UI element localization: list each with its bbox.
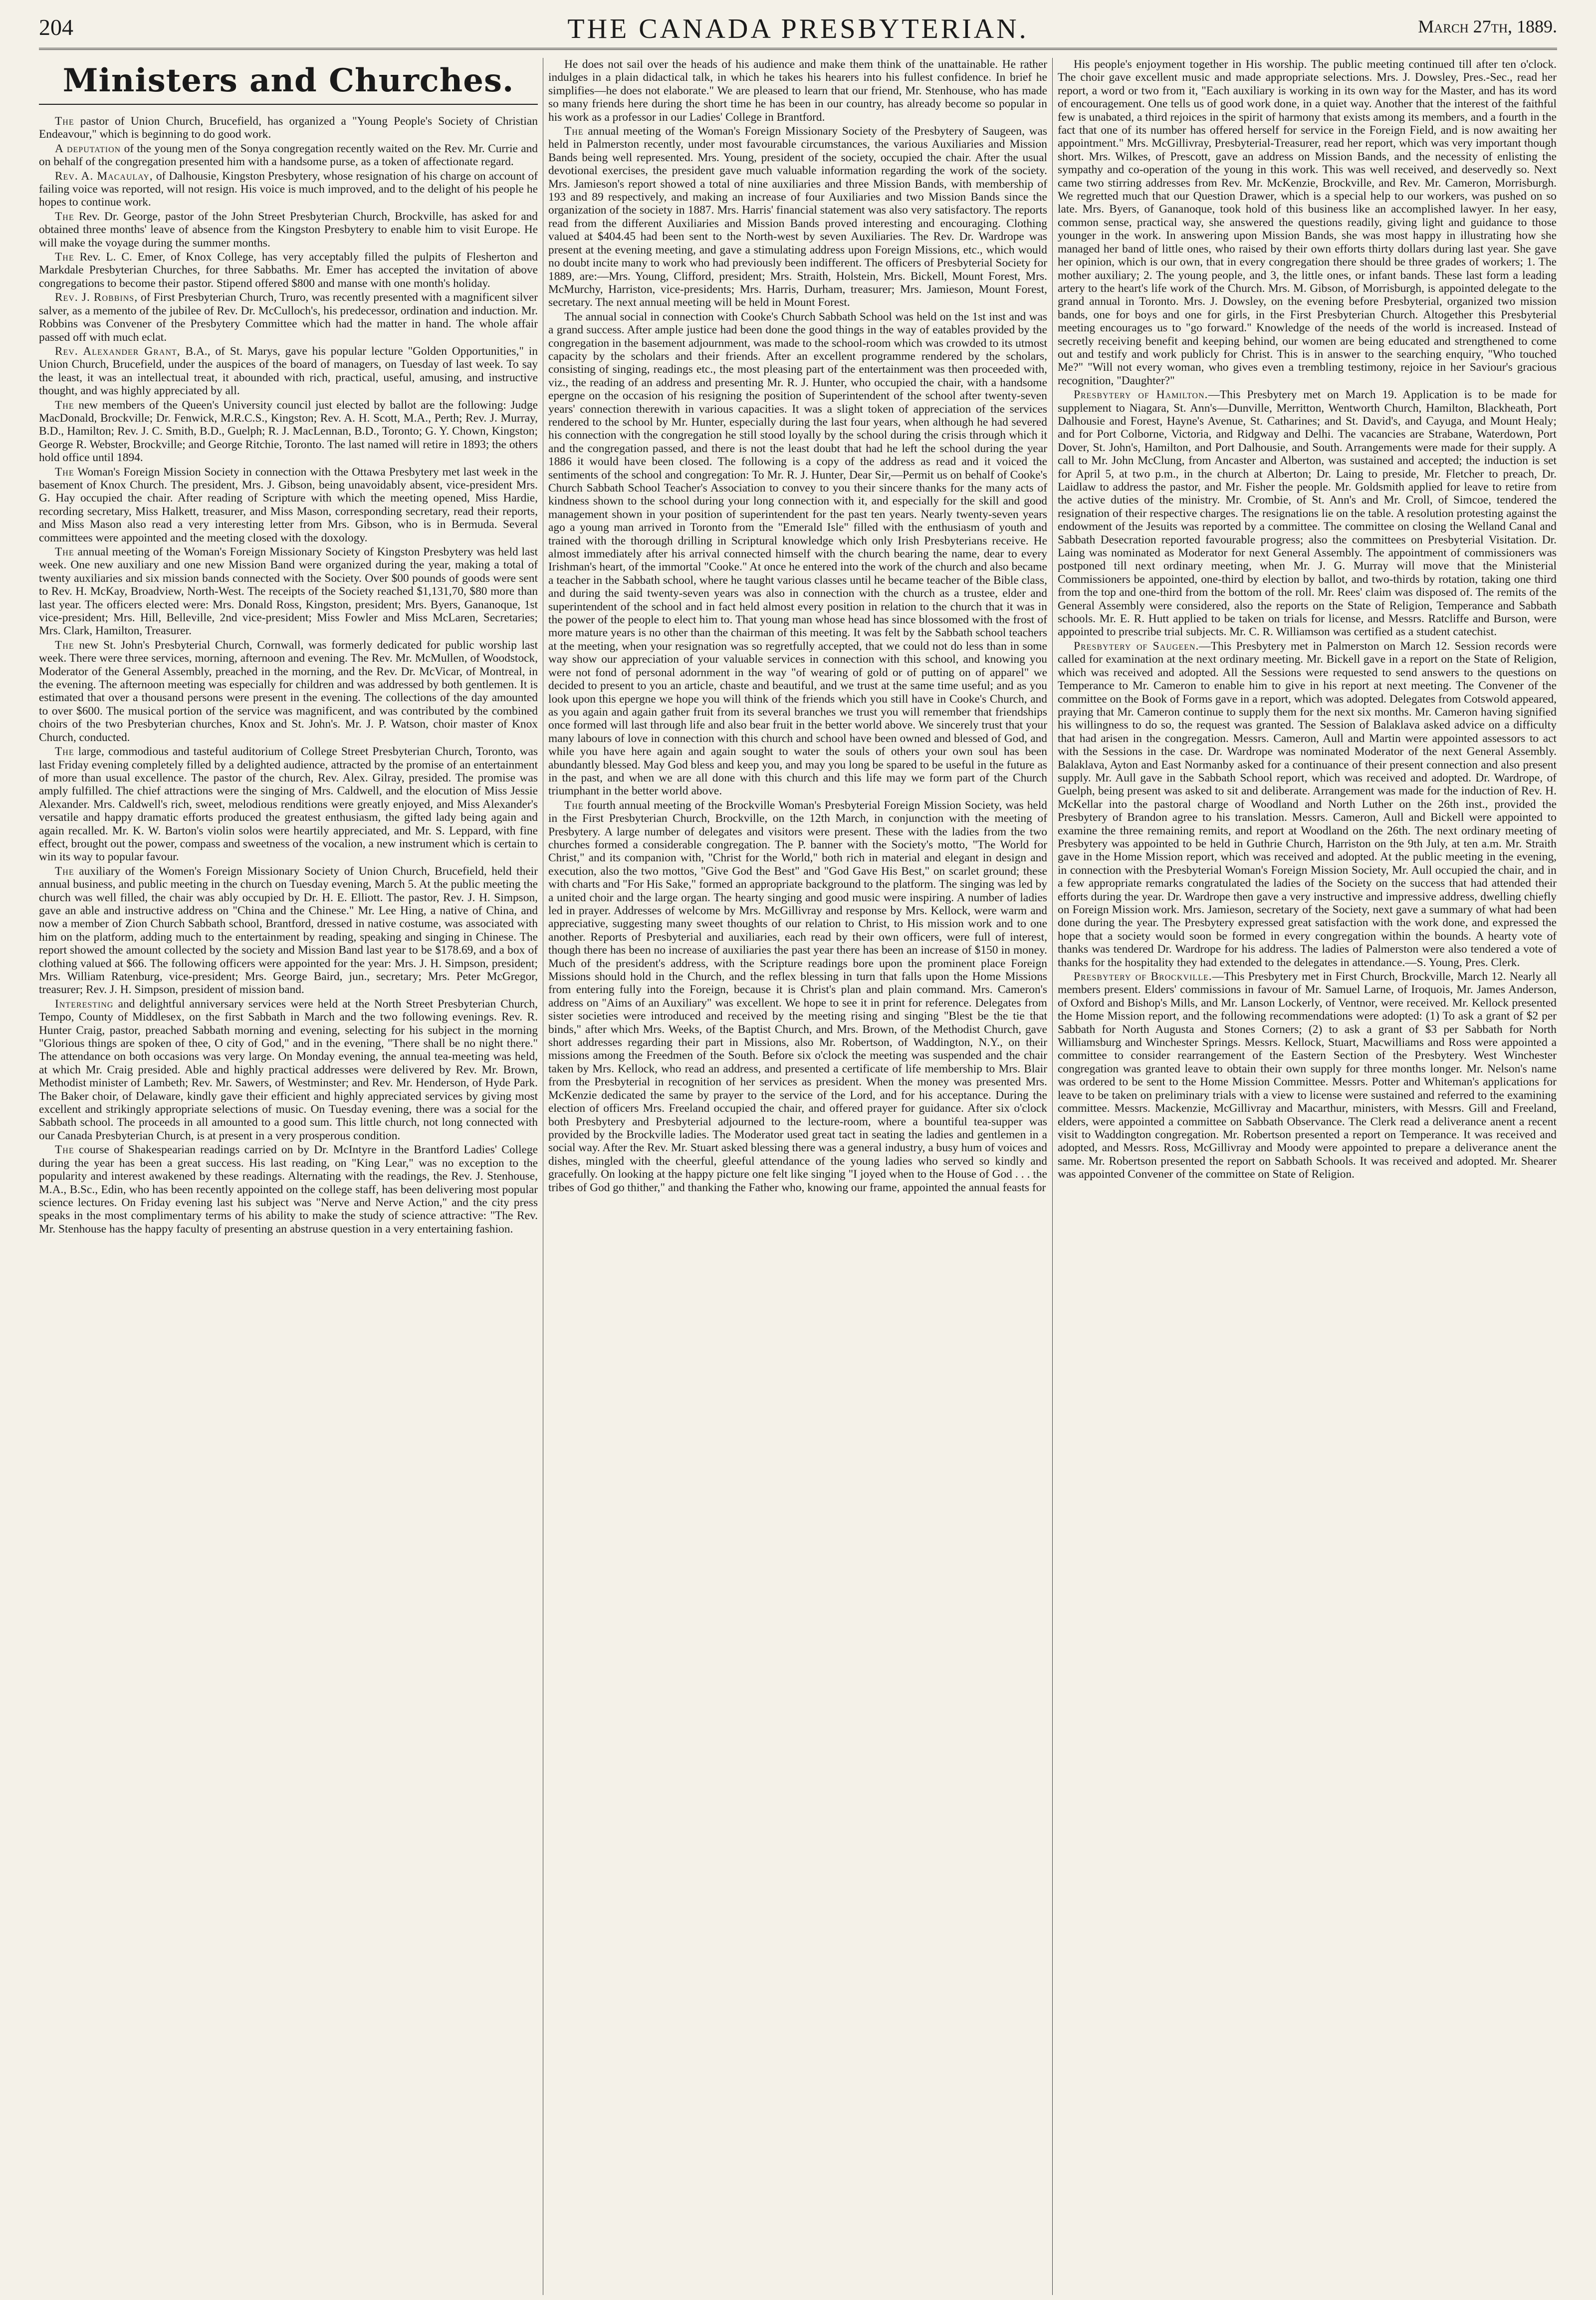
article-lead: The: [55, 1143, 74, 1157]
article-paragraph: [39, 466, 538, 544]
column-rule: [1052, 58, 1053, 2295]
article-lead: The: [55, 465, 74, 479]
article-paragraph: [39, 1143, 538, 1236]
article-paragraph: [548, 125, 1047, 309]
article-text: —This Presbytery met on March 19. Application is to be made for supplement to Niagara, St. Ann's—Dunville, Merritton, Wentworth Church, Hamilton, Blackheath, Port Dalhousie and Forest, Hayne's Avenue, St. Catharines; and St. David's, and Cayuga, and Mount Healy; and for Port Colborne, Victoria, and Ridgway and Delhi. The vacancies are Strabane, Waterdown, Port Dover, St. John's, Hamilton, and Port Dalhousie, and South. Arrangements were made for their supply. A call to Mr. John McClung, from Ancaster and Alberton, was sustained and accepted; the induction is set for April 5, at two p.m., in the church at Alberton; Dr. Laing to preside, Mr. Fletcher to preach, Dr. Laidlaw to address the pastor, and Mr. Fisher the people. Mr. Goldsmith applied for leave to retire from the active duties of the ministry. Mr. Crombie, of St. Ann's and Mr. Croll, of Simcoe, tendered the resignation of their respective charges. The resignations lie on the table. A resolution protesting against the endowment of the Jesuits was reported by a committee. The committee on closing the Welland Canal and Sabbath Desecration reported favourable progress; also the committees on Presbyterial Visitation. Dr. Laing was nominated as Moderator for next General Assembly. The appointment of commissioners was postponed till next ordinary meeting, when Mr. J. G. Murray will move that the Ministerial Commissioners be appointed, one-third by election by ballot, and two-thirds by rotation, taking one third from the top and one-third from the bottom of the roll. Mr. Rees' claim was disposed of. The remits of the General Assembly were considered, also the reports on the State of Religion, Temperance and Sabbath schools. Mr. E. R. Hutt applied to be taken on trials for license, and Messrs. Ratcliffe and Burson, were appointed to prescribe trial subjects. Mr. C. R. Williamson was certified as a student catechist.: [1058, 388, 1557, 639]
article-paragraph: [1058, 640, 1557, 969]
article-paragraph: [39, 639, 538, 744]
article-lead: The: [55, 864, 74, 878]
left-article-list: [39, 115, 538, 1236]
article-paragraph: [39, 998, 538, 1142]
article-paragraph: [39, 545, 538, 638]
column-area: [39, 58, 1557, 2295]
article-paragraph: [39, 142, 538, 169]
article-text: —This Presbytery met in Palmerston on March 12. Session records were called for examination at the next ordinary meeting. Mr. Bickell gave in a report on the State of Religion, which was received and adopted. All the Sessions were requested to send answers to the questions on Temperance to Mr. Cameron to enable him to give in his report at next meeting. The Convener of the committee on the Book of Forms gave in a report, which was adopted. Delegates from Cotswold appeared, praying that Mr. Cameron continue to supply them for the next six months. Mr. Cameron having signified his willingness to do so, the request was granted. The Session of Balaklava asked advice on a difficulty that had arisen in the congregation. Messrs. Cameron, Aull and Martin were appointed assessors to act with the Sessions in the case. Dr. Wardrope was nominated Moderator of the next General Assembly. Balaklava, Ayton and East Normanby asked for a continuance of their present connection and also present supply. Mr. Aull gave in the Sabbath School report, which was received and adopted. Dr. Wardrope, of Guelph, being present was asked to sit and deliberate. Arrangement was made for the induction of Rev. H. McKellar into the pastoral charge of Woodland and North Luther on the 26th inst., provided the Presbytery of Brandon agree to his translation. Messrs. Cameron, Aull and Bickell were appointed to examine the three remaining remits, and report at Woodland on the 26th. The next ordinary meeting of Presbytery was appointed to be held in Guthrie Church, Harriston on the 9th July, at ten a.m. Mr. Straith gave in the Home Mission report, which was received and adopted. At the public meeting in the evening, in connection with the Presbyterial Woman's Foreign Mission Society, Mr. Aull occupied the chair, and in a few appropriate remarks congratulated the ladies of the Society on the success that had attended their efforts during the year. Dr. Wardrope then gave a very instructive and impressive address, dwelling chiefly on Foreign Mission work. Mrs. Jamieson, secretary of the Society, next gave a summary of what had been done during the year. The Presbytery expressed great satisfaction with the work done, and expressed the hope that a society would soon be formed in every congregation within the bounds. A hearty vote of thanks was tendered Dr. Wardrope for his address. The ladies of Palmerston were also tendered a vote of thanks for the hospitality they had extended to the delegates in attendance.—S. Young, Pres. Clerk.: [1058, 639, 1557, 969]
article-lead: Rev. J. Robbins,: [55, 291, 138, 304]
article-lead: A deputation: [55, 142, 121, 155]
article-lead: The: [55, 745, 74, 759]
article-paragraph: [39, 399, 538, 465]
article-lead: Rev. A. Macaulay,: [55, 169, 153, 183]
article-lead: The: [55, 210, 74, 223]
article-lead: The: [564, 798, 584, 812]
middle-article-list: [548, 58, 1047, 1194]
article-text: annual meeting of the Woman's Foreign Missionary Society of Kingston Presbytery was held last week. One new auxiliary and one new Mission Band were organized during the year, making a total of twenty auxiliaries and six mission bands connected with the Society. Over $00 pounds of goods were sent to Rev. H. McKay, Broadview, North-West. The receipts of the Society reached $1,131,70, $80 more than last year. The officers elected were: Mrs. Donald Ross, Kingston, president; Mrs. Byers, Gananoque, 1st vice-president; Mrs. Hill, Belleville, 2nd vice-president; Miss Fowler and Miss McLaren, Secretaries; Mrs. Clark, Hamilton, Treasurer.: [39, 545, 538, 638]
article-lead: The: [55, 115, 74, 128]
article-paragraph: [39, 170, 538, 209]
article-paragraph: [548, 799, 1047, 1194]
article-text: annual meeting of the Woman's Foreign Missionary Society of the Presbytery of Saugeen, was held in Palmerston recently, under most favourable circumstances, the various Auxiliaries and Mission Bands being well represented. Mrs. Young, president of the society, occupied the chair. After the usual devotional exercises, the president gave much valuable information regarding the work of the society. Mrs. Jamieson's report showed a total of nine auxiliaries and three Mission Bands, with membership of 193 and 89 respectively, and making an increase of four Auxiliaries and two Mission Bands since the organization of the society in 1887. Mrs. Harris' financial statement was also very satisfactory. The reports read from the different Auxiliaries and Mission Bands proved interesting and encouraging. Clothing valued at $404.45 had been sent to the North-west by seven Auxiliaries. The Rev. Dr. Wardrope was present at the evening meeting, and gave a stimulating address upon Foreign Missions, etc., which would no doubt incite many to work who had previously been indifferent. The officers of Presbyterial Society for 1889, are:—Mrs. Young, Clifford, president; Mrs. Straith, Holstein, Mrs. Bickell, Mount Forest, Mrs. McMurchy, Harriston, vice-presidents; Mrs. Harris, Durham, treasurer; Mrs. Jamieson, Mount Forest, secretary. The next annual meeting will be held in Mount Forest.: [548, 125, 1047, 309]
article-lead: Presbytery of Saugeen.: [1074, 639, 1199, 653]
article-text: of Dalhousie, Kingston Presbytery, whose resignation of his charge on account of failing voice was reported, will not resign. His voice is much improved, and to the delight of his people he hopes to continue work.: [39, 169, 538, 209]
article-paragraph: [39, 745, 538, 864]
article-lead: The: [564, 125, 584, 138]
article-text: of First Presbyterian Church, Truro, was recently presented with a magnificent silver salver, as a memento of the jubilee of Rev. Dr. McCulloch's, his predecessor, ordination and induction. Mr. Robbins was Convener of the Presbytery Committee which had the matter in hand. The whole affair passed off with much eclat.: [39, 291, 538, 344]
article-text: His people's enjoyment together in His worship. The public meeting continued till after ten o'clock. The choir gave excellent music and made appropriate selections. Mrs. J. Dowsley, Pres.-Sec., read her report, a word or two from it, "Each auxiliary is working in its own way for the Master, and has its word of encouragement. One tells us of good work done, in a quiet way. Another that the interest of the faithful few is unabated, a third rejoices in the spirit of harmony that exists among its members, and a fourth in the fact that one of its number has offered herself for service in the Foreign Field, and is now awaiting her appointment." Mrs. McGillivray, Presbyterial-Treasurer, read her report, which was very important though short. Mrs. Wilkes, of Prescott, gave an address on Mission Bands, and the necessity of enlisting the sympathy and co-operation of the young in this work. This was well received, and deservedly so. Next came two stirring addresses from Rev. Mr. McKenzie, Brockville, and Rev. Mr. Cameron, Morrisburgh. We regretted much that our Question Drawer, which is a special help to our workers, was pushed on so late. Mrs. Byers, of Gananoque, took hold of this business like an accomplished lawyer. In her easy, common sense, practical way, she answered the questions readily, giving light and guidance to those younger in the work. In answering upon Mission Bands, she was most happy in illustrating how she managed her band of little ones, who raised by their own efforts thirty dollars during last year. She gave her opinion, which is our own, that in every congregation there should be three grades of workers; 1. The mother auxiliary; 2. The young people, and 3, the little ones, or infant bands. These last form a leading artery to the heart's life work of the Church. Mrs. M. Gibson, of Morrisburgh, is appointed delegate to the grand annual in Toronto. Mrs. J. Dowsley, on the evening before Presbyterial, organized two mission bands, one for boys and one for girls, in the First Presbyterian Church. Altogether this Presbyterial meeting encourages us to "go forward." Knowledge of the needs of the world is increased. Instead of secretly receiving benefit and keeping behind, our women are being educated and strengthened to come out and testify and work publicly for Christ. This is in answer to the searching enquiry, "Who touched Me?" "Will not every woman, who gives even a trembling testimony, rejoice in her Saviour's gracious recognition, "Daughter?": [1058, 58, 1557, 387]
article-text: large, commodious and tasteful auditorium of College Street Presbyterian Church, Toronto, was last Friday evening completely filled by a delighted audience, attracted by the promise of an entertainment of more than usual excellence. The pastor of the church, Rev. Alex. Gilray, presided. The promise was amply fulfilled. The chief attractions were the singing of Mrs. Caldwell, and the elocution of Miss Jessie Alexander. Mrs. Caldwell's rich, sweet, melodious renditions were greatly enjoyed, and Miss Alexander's versatile and happy dramatic efforts produced the greatest enthusiasm, the gifted lady being again and again recalled. Mr. K. W. Barton's violin solos were heartily appreciated, and Mr. S. Leppard, with fine effect, brought out the power, compass and sweetness of the vocalion, a new instrument which is certain to win its way to popular favour.: [39, 745, 538, 864]
newspaper-title: THE CANADA PRESBYTERIAN.: [567, 13, 1029, 44]
column-left: [39, 58, 538, 2295]
article-text: fourth annual meeting of the Brockville Woman's Presbyterial Foreign Mission Society, was held in the First Presbyterian Church, Brockville, on the 12th March, in conjunction with the meeting of Presbytery. A large number of delegates and visitors were present. These with the ladies from the two churches formed a considerable congregation. The P. banner with the Society's motto, "The World for Christ," and its companion with, "Christ for the World," both rich in material and elegant in design and execution, also the two mottos, "Give God the Best" and "God Gave His Best," on scarlet ground; these with charts and "For His Sake," formed an appropriate background to the platform. The singing was led by a united choir and the large organ. The hearty singing and good music were inspiring. A number of ladies led in prayer. Addresses of welcome by Mrs. McGillivray and response by Mrs. Kellock, were warm and appreciative, suggesting many sweet thoughts of our relation to Christ, to His mission work and to one another. Reports of Presbyterial and auxiliaries, each read by their own officers, were full of interest, though there has been no increase of auxiliaries the past year there has been an increase of $150 in money. Much of the president's address, with the Scripture readings bore upon the prominent place Foreign Missions should hold in the Church, and the reflex blessing in turn that falls upon the Home Missions from entering fully into the Foreign, because it is Christ's plan and plain command. Mrs. Cameron's address on "Aims of an Auxiliary" was excellent. We hope to see it in print for reference. Delegates from sister societies were introduced and received by the meeting rising and singing "Blest be the tie that binds," after which Mrs. Weeks, of the Baptist Church, and Mrs. Brown, of the Methodist Church, gave short addresses regarding their part in Missions, also Mr. Robertson, of Waddington, N.Y., on their missions among the Freedmen of the South. Before six o'clock the meeting was suspended and the chair taken by Mrs. Kellock, who read an address, and presented a certificate of life membership to Mrs. Blair from the Presbyterial in recognition of her services as president. When the money was presented Mrs. McKenzie dedicated the same by prayer to the service of the Lord, and for his acceptance. During the election of officers Mrs. Freeland occupied the chair, and offered prayer for guidance. After six o'clock both Presbytery and Presbyterial adjourned to the lecture-room, where a bountiful tea-supper was provided by the Brockville ladies. The Moderator used great tact in seating the ladies and gentlemen in a social way. After the Rev. Mr. Stuart asked blessing there was a general industry, a busy hum of voices and dishes, mingled with the cheerful, gleeful attendance of the young ladies who served so kindly and gracefully. On looking at the happy picture one felt like singing "I joyed when to the House of God . . . the tribes of God go thither," and thanking the Father who, knowing our frame, appointed the annual feasts for: [548, 798, 1047, 1194]
issue-date: March 27th, 1889.: [1418, 16, 1557, 36]
article-text: new St. John's Presbyterial Church, Cornwall, was formerly dedicated for public worship last week. There were three services, morning, afternoon and evening. The Rev. Mr. McMullen, of Woodstock, Moderator of the General Assembly, preached in the morning, and the Rev. Dr. McVicar, of Montreal, in the evening. The afternoon meeting was especially for children and was addressed by both gentlemen. It is estimated that over a thousand persons were present in the evening. The collections of the day amounted to over $600. The musical portion of the service was magnificent, and was contributed by the combined choirs of the two Presbyterian churches, Knox and St. John's. Mr. J. P. Watson, choir master of Knox Church, conducted.: [39, 638, 538, 744]
article-text: and delightful anniversary services were held at the North Street Presbyterian Church, Tempo, County of Middlesex, on the first Sabbath in March and the two following evenings. Rev. R. Hunter Craig, pastor, preached Sabbath morning and evening, selecting for his subject in the morning "Glorious things are spoken of thee, O city of God," and in the evening, "There shall be no night there." The attendance on both occasions was very large. On Monday evening, the annual tea-meeting was held, at which Mr. Craig presided. Able and highly practical addresses were delivered by Rev. Mr. Brown, Methodist minister of Lambeth; Rev. Mr. Sawers, of Westminster; and Rev. Mr. Henderson, of Hyde Park. The Baker choir, of Delaware, kindly gave their efficient and highly appreciated services by giving most excellent and strikingly appropriate selections of music. On Tuesday evening, there was a social for the Sabbath school. The proceeds in all amounted to a good sum. This little church, not long connected with our Canada Presbyterian Church, is at present in a very prosperous condition.: [39, 997, 538, 1142]
article-text: new members of the Queen's University council just elected by ballot are the following: Judge MacDonald, Brockville; Dr. Fenwick, M.R.C.S., Kingston; Rev. A. H. Scott, M.A., Perth; Rev. J. Murray, B.D., Hamilton; Rev. J. C. Smith, B.D., Guelph; R. J. MacLennan, B.D., Toronto; G. Y. Chown, Kingston; George R. Webster, Brockville; and George Ritchie, Toronto. The last named will retire in 1893; the others hold office until 1894.: [39, 398, 538, 465]
article-text: —This Presbytery met in First Church, Brockville, March 12. Nearly all members present. Elders' commissions in favour of Mr. Samuel Larne, of Iroquois, Mr. James Anderson, of Oxford and Bishop's Mills, and Mr. Lanson Lockerly, of Ventnor, were received. Mr. Kellock presented the Home Mission report, and the following recommendations were adopted: (1) To ask a grant of $2 per Sabbath for North Augusta and Stones Corners; (2) to ask a grant of $3 per Sabbath for North Williamsburg and Winchester Springs. Messrs. Kellock, Stuart, Macwilliams and Ross were appointed a committee to consider rearrangement of the Eastern Section of the Presbytery. West Winchester congregation was granted leave to obtain their own supply for three months longer. Mr. Nelson's name was ordered to be sent to the Home Mission Committee. Messrs. Potter and Whiteman's applications for leave to be taken on preliminary trials with a view to license were sustained and referred to the examining committee. Messrs. Mackenzie, McGillivray and Macarthur, ministers, with Messrs. Gill and Freeland, elders, were appointed a committee on Sabbath Observance. The Clerk read a deliverance anent a recent visit to Waddington congregation. Mr. Robertson presented a report on Temperance. It was received and adopted, and Messrs. Ross, McGillivray and Moody were appointed to prepare a deliverance anent the same. Mr. Robertson presented the report on Sabbath Schools. It was received and adopted. Mr. Shearer was appointed Convener of the committee on State of Religion.: [1058, 970, 1557, 1181]
article-paragraph: [39, 210, 538, 250]
article-paragraph: [1058, 388, 1557, 639]
article-lead: The: [55, 251, 74, 264]
article-text: auxiliary of the Women's Foreign Missionary Society of Union Church, Brucefield, held their annual business, and public meeting in the church on Tuesday evening, March 5. At the public meeting the church was well filled, the chair was ably occupied by Dr. H. E. Elliott. The pastor, Rev. J. H. Simpson, gave an able and instructive address on "China and the Chinese." Mr. Lee Hing, a native of China, and now a member of Zion Church Sabbath school, Brantford, dressed in native costume, was associated with him on the platform, adding much to the entertainment by reading, speaking and singing in Chinese. The report showed the amount collected by the society and Mission Band last year to be $178.69, and a box of clothing valued at $66. The following officers were appointed for the year: Mrs. J. H. Simpson, president; Mrs. William Ratenburg, vice-president; Mrs. George Baird, jun., secretary; Mrs. Peter McGregor, treasurer; Rev. J. H. Simpson, president of mission band.: [39, 864, 538, 997]
article-lead: The: [55, 638, 74, 652]
article-lead: Presbytery of Hamilton.: [1074, 388, 1208, 402]
right-article-list: [1058, 58, 1557, 1181]
masthead: [39, 10, 1557, 50]
article-lead: Interesting: [55, 997, 114, 1011]
article-text: B.A., of St. Marys, gave his popular lecture "Golden Opportunities," in Union Church, Brucefield, under the auspices of the board of managers, on Tuesday of last week. To say the least, it was an intellectual treat, it abounded with rich, practical, useful, amusing, and instructive thought, and was highly appreciated by all.: [39, 344, 538, 398]
article-lead: The: [55, 398, 74, 412]
article-text: of the young men of the Sonya congregation recently waited on the Rev. Mr. Currie and on behalf of the congregation presented him with a handsome purse, as a token of affectionate regard.: [39, 142, 538, 169]
article-paragraph: [548, 310, 1047, 798]
article-paragraph: [39, 251, 538, 290]
article-paragraph: [1058, 970, 1557, 1181]
section-heading: Ministers and Churches.: [39, 58, 538, 105]
article-text: course of Shakespearian readings carried on by Dr. McIntyre in the Brantford Ladies' College during the year has been a great success. His last reading, on "King Lear," was no exception to the popularity and interest awakened by these readings. Alternating with the readings, the Rev. J. Stenhouse, M.A., B.Sc., Edin, who has been recently appointed on the college staff, has been delivering most popular science lectures. On Friday evening last his subject was "Nerve and Nerve Action," and the city press speaks in the most complimentary terms of his ability to make the study of science attractive: "The Rev. Mr. Stenhouse has the happy faculty of presenting an abstruse question in a very entertaining fashion.: [39, 1143, 538, 1236]
article-text: pastor of Union Church, Brucefield, has organized a "Young People's Society of Christian Endeavour," which is beginning to do good work.: [39, 115, 538, 141]
column-middle: [548, 58, 1047, 2295]
article-lead: Presbytery of Brockville.: [1074, 970, 1212, 984]
article-text: The annual social in connection with Cooke's Church Sabbath School was held on the 1st inst and was a grand success. After ample justice had been done the good things in the way of eatables provided by the congregation in the basement adjournment, was made to the school-room which was crowded to its utmost capacity by the scholars and their friends. After an excellent programme rendered by the scholars, consisting of singing, readings etc., the most pleasing part of the entertainment was then proceeded with, viz., the reading of an address and presenting Mr. R. J. Hunter, who occupied the chair, with a handsome epergne on the occasion of his resigning the position of Superintendent of the school after twenty-seven years' connection therewith in various capacities. It was a slight token of appreciation of the services rendered to the school by Mr. Hunter, especially during the last four years, when although he had severed his connection with the congregation he still stood loyally by the school during the crisis through which it and the congregation passed, and there is not the least doubt that had he left the school during the year 1886 it would have been closed. The following is a copy of the address as read and it voiced the sentiments of the school and congregation: To Mr. R. J. Hunter, Dear Sir,—Permit us on behalf of Cooke's Church Sabbath School Teacher's Association to convey to you their sincere thanks for the many acts of kindness shown to the school during your long connection with it, and especially for the skill and good management shown in your position of superintendent for the past ten years. Nearly twenty-seven years ago a young man arrived in Toronto from the "Emerald Isle" filled with the enthusiasm of youth and trained with the thorough drilling in Scriptural knowledge which only Irish Presbyterians receive. He almost immediately after his arrival connected himself with the church bearing the name, dear to every Irishman's heart, of the immortal "Cooke." At once he entered into the work of the church and also became a teacher in the Sabbath school, where he taught various classes until he became teacher of the Bible class, and during the said twenty-seven years was also in connection with the church as a trustee, elder and superintendent of the school and in fact held almost every position in relation to the church that it was in the power of the people to elect him to. That young man whose head has since blossomed with the frost of more mature years is no other than the chairman of this meeting. It was felt by the Sabbath school teachers at the meeting, when your resignation was so regretfully accepted, that we could not do less than in some way show our appreciation of your valuable services in connection with this school, and knowing you were not fond of personal adornment in the way "of wearing of gold or of putting on of apparel" we decided to present to you an article, chaste and beautiful, and we trust at the same time useful; and as you look upon this epergne we hope you will think of the friends which you still have in Cooke's Church, and as you again and again gather fruit from its several branches we trust you will remember that friendships once formed will last through life and also bear fruit in the better world above. We sincerely trust that your many labours of love in connection with this church and school have been owned and blessed of God, and while you have here again and again sought to water the souls of others your own soul has been abundantly blessed. May God bless and keep you, and may you long be spared to be useful in the future as in the past, and when we are all done with this church and this life may we form part of the Church triumphant in the better world above.: [548, 310, 1047, 798]
article-paragraph: [39, 115, 538, 141]
article-lead: The: [55, 545, 74, 558]
article-paragraph: [1058, 58, 1557, 387]
article-lead: Rev. Alexander Grant,: [55, 344, 181, 358]
page-number: 204: [39, 14, 73, 40]
article-text: Rev. Dr. George, pastor of the John Street Presbyterian Church, Brockville, has asked for and obtained three months' leave of absence from the Kingston Presbytery to enable him to visit Europe. He will make the voyage during the summer months.: [39, 210, 538, 250]
column-right: [1058, 58, 1557, 2295]
article-text: Rev. L. C. Emer, of Knox College, has very acceptably filled the pulpits of Flesherton and Markdale Presbyterian Churches, for three Sabbaths. Mr. Emer has accepted the invitation of above congregations to become their pastor. Stipend offered $800 and manse with one month's holiday.: [39, 251, 538, 290]
article-paragraph: [39, 865, 538, 997]
article-paragraph: [39, 291, 538, 344]
article-paragraph: [39, 345, 538, 398]
article-text: Woman's Foreign Mission Society in connection with the Ottawa Presbytery met last week in the basement of Knox Church. The president, Mrs. J. Gibson, being unavoidably absent, vice-president Mrs. G. Hay occupied the chair. After reading of Scripture with which the meeting opened, Miss Hardie, recording secretary, Miss Halkett, treasurer, and Miss Mason, corresponding secretary, read their reports, and Miss Mason also read a very interesting letter from Mrs. Gibson, who is in Bermuda. Several committees were appointed and the meeting closed with the doxology.: [39, 465, 538, 544]
article-paragraph: [548, 58, 1047, 124]
article-text: He does not sail over the heads of his audience and make them think of the unattainable. He rather indulges in a plain didactical talk, in which he takes his hearers into his fullest confidence. In brief he simplifies—he does not elaborate." We are pleased to learn that our friend, Mr. Stenhouse, who has made so many friends here during the short time he has been in our country, has already become so popular in his work as a professor in our Ladies' College in Brantford.: [548, 58, 1047, 124]
